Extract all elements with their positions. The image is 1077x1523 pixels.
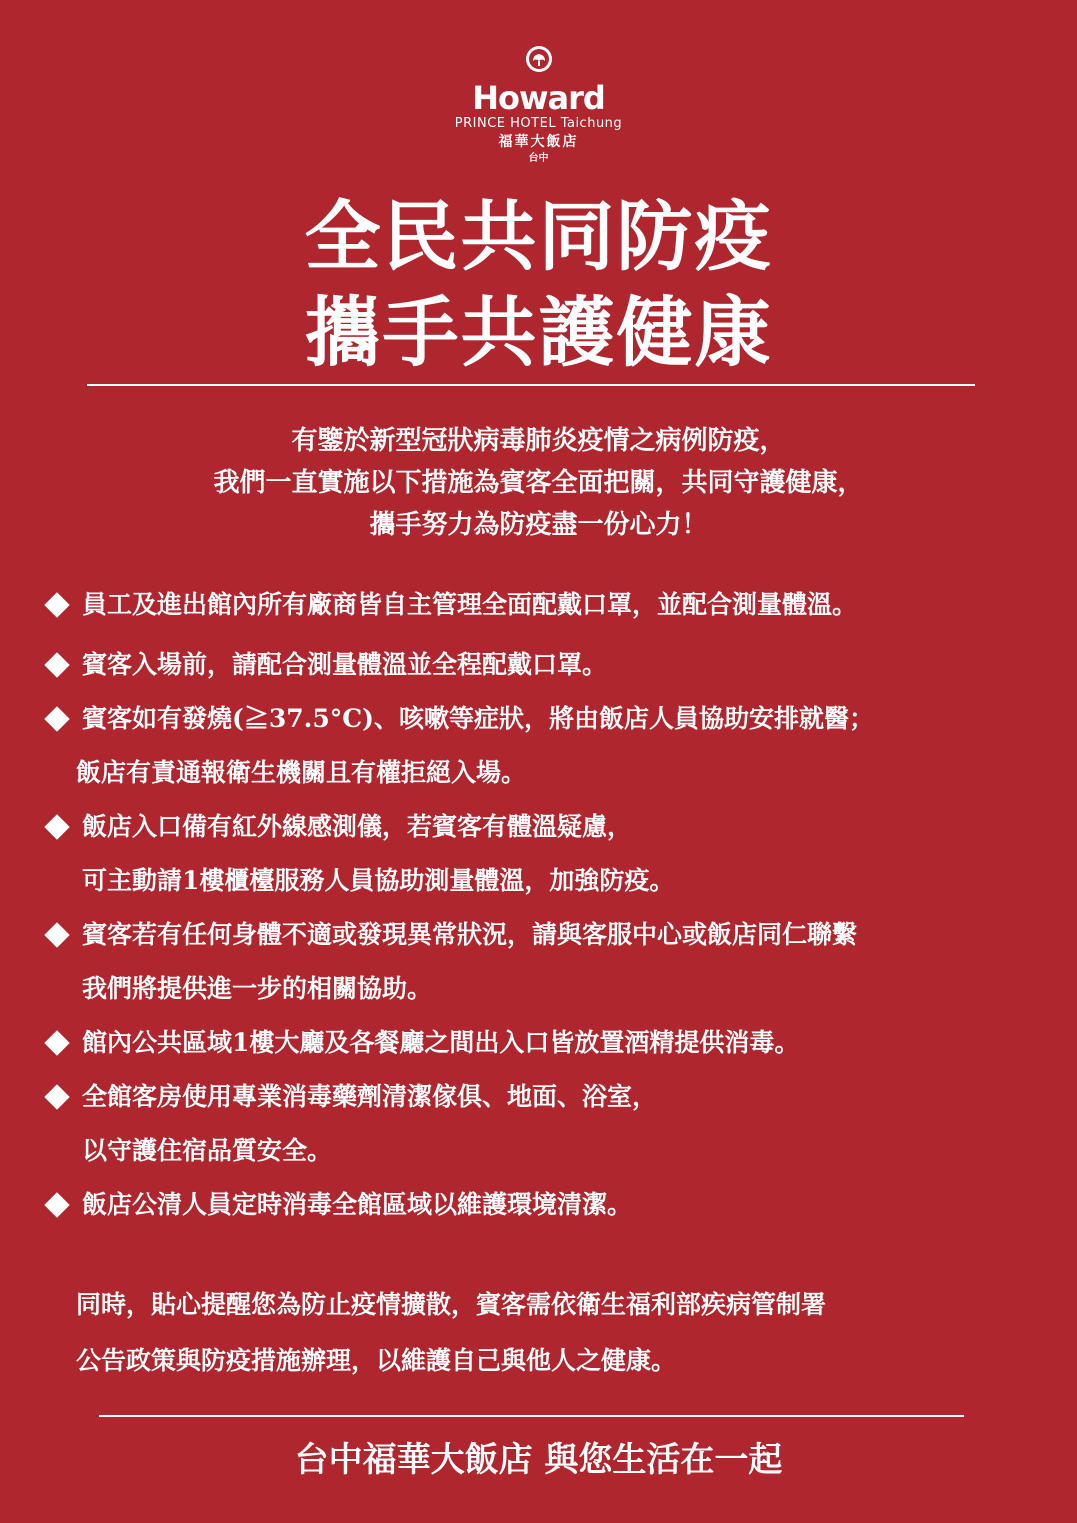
measures-list bbox=[42, 578, 1042, 1232]
diamond-bullet-icon bbox=[44, 1084, 69, 1109]
logo-city-cn: 台中 bbox=[528, 153, 549, 164]
reminder-line: 公告政策與防疫措施辦理，以維護自己與他人之健康。 bbox=[76, 1346, 677, 1375]
list-item-text: 賓客如有發燒(≧37.5°C)、咳嗽等症狀，將由飯店人員協助安排就醫； bbox=[82, 704, 874, 733]
list-item bbox=[42, 800, 1042, 908]
diamond-bullet-icon bbox=[44, 1030, 69, 1055]
bottom-divider bbox=[99, 1415, 964, 1417]
headline-line-1: 全民共同防疫 bbox=[304, 192, 773, 281]
list-item-text: 全館客房使用專業消毒藥劑清潔傢俱、地面、浴室， bbox=[82, 1082, 658, 1111]
list-item bbox=[42, 908, 1042, 1016]
diamond-bullet-icon bbox=[44, 706, 69, 731]
diamond-bullet-icon bbox=[44, 652, 69, 677]
list-item-continuation: 我們將提供進一步的相關協助。 bbox=[82, 974, 433, 1003]
list-item bbox=[42, 1016, 1042, 1070]
diamond-bullet-icon bbox=[44, 814, 69, 839]
logo-name: Howard bbox=[472, 79, 605, 117]
list-item-text: 賓客入場前，請配合測量體溫並全程配戴口罩。 bbox=[82, 650, 608, 679]
list-item bbox=[42, 578, 1042, 632]
list-item-continuation: 以守護住宿品質安全。 bbox=[82, 1136, 333, 1165]
list-item-text: 飯店入口備有紅外線感測儀，若賓客有體溫疑慮， bbox=[82, 812, 633, 841]
list-item-text: 館內公共區域1樓大廳及各餐廳之間出入口皆放置酒精提供消毒。 bbox=[82, 1028, 800, 1057]
intro-line: 我們一直實施以下措施為賓客全面把關，共同守護健康， bbox=[213, 468, 864, 498]
reminder-paragraph bbox=[76, 1277, 1036, 1389]
intro-line: 有鑒於新型冠狀病毒肺炎疫情之病例防疫， bbox=[291, 426, 786, 456]
list-item-continuation: 可主動請1樓櫃檯服務人員協助測量體溫，加強防疫。 bbox=[82, 866, 675, 895]
reminder-line: 同時，貼心提醒您為防止疫情擴散，賓客需依衛生福利部疾病管制署 bbox=[76, 1290, 827, 1319]
diamond-bullet-icon bbox=[44, 1192, 69, 1217]
list-item-text: 賓客若有任何身體不適或發現異常狀況，請與客服中心或飯店同仁聯繫 bbox=[82, 920, 858, 949]
list-item-continuation: 飯店有責通報衛生機關且有權拒絕入場。 bbox=[76, 758, 527, 787]
headline-line-2: 攜手共護健康 bbox=[304, 288, 773, 377]
list-item bbox=[42, 692, 1042, 800]
intro-line: 攜手努力為防疫盡一份心力！ bbox=[369, 510, 708, 540]
logo-subtitle: PRINCE HOTEL Taichung bbox=[454, 116, 623, 131]
list-item bbox=[42, 1178, 1042, 1232]
footer-slogan: 台中福華大飯店 與您生活在一起 bbox=[294, 1440, 783, 1480]
list-item-text: 飯店公清人員定時消毒全館區域以維護環境清潔。 bbox=[82, 1190, 633, 1219]
hotel-logo bbox=[0, 44, 1077, 166]
howard-crest-icon bbox=[524, 44, 554, 74]
diamond-bullet-icon bbox=[44, 922, 69, 947]
intro-paragraph bbox=[0, 420, 1077, 546]
list-item bbox=[42, 1070, 1042, 1178]
list-item bbox=[42, 638, 1042, 692]
diamond-bullet-icon bbox=[44, 592, 69, 617]
top-divider bbox=[87, 384, 975, 386]
list-item-text: 員工及進出館內所有廠商皆自主管理全面配戴口罩，並配合測量體溫。 bbox=[82, 590, 858, 619]
logo-name-cn: 福華大飯店 bbox=[498, 134, 579, 150]
